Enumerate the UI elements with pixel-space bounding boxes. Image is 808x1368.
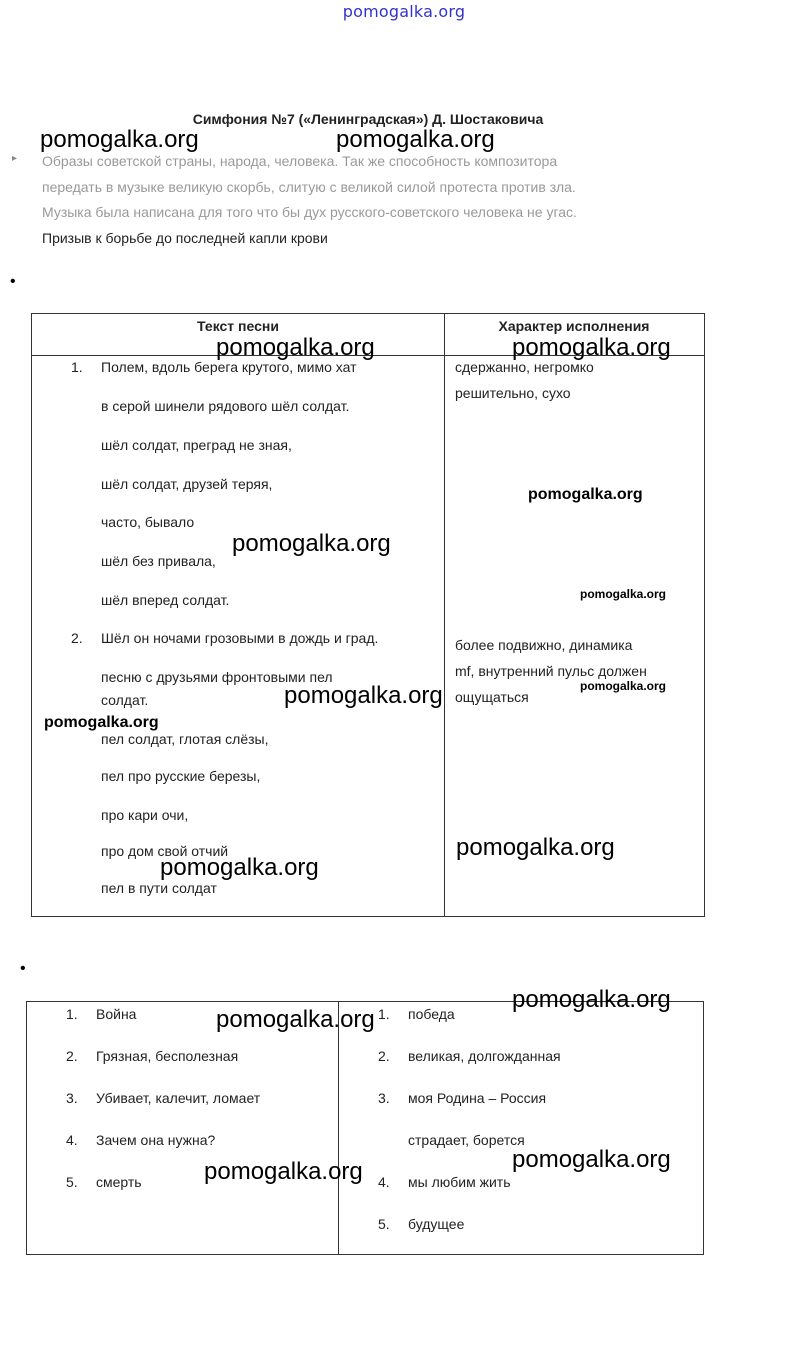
lyric-line: шёл солдат, друзей теряя, [101,476,273,492]
lyric-line: шёл солдат, преград не зная, [101,437,292,453]
lyric-line: про дом свой отчий [101,843,229,859]
performance-note: mf, внутренний пульс должен [455,663,647,679]
performance-note: сдержанно, негромко [455,359,594,375]
associations-table [26,1001,704,1255]
lyric-line: про кари очи, [101,807,189,823]
lyric-line: Шёл он ночами грозовыми в дождь и град. [101,630,379,646]
peace-association: мы любим жить [408,1174,511,1190]
peace-association: великая, долгожданная [408,1048,561,1064]
site-header-link[interactable]: pomogalka.org [342,2,466,21]
table-column-divider [444,313,445,917]
intro-paragraph [42,149,702,251]
item-number: 5. [66,1174,78,1190]
lyric-line: пел про русские березы, [101,768,261,784]
bullet-point: • [20,960,26,977]
performance-note: более подвижно, динамика [455,637,633,653]
peace-association: будущее [408,1216,465,1232]
watermark: pomogalka.org [528,486,643,503]
war-association: Зачем она нужна? [96,1132,216,1148]
bullet-marker: ▸ [12,153,18,164]
performance-note: ощущаться [455,689,529,705]
performance-note: решительно, сухо [455,385,571,401]
item-number: 1. [66,1006,78,1022]
watermark: pomogalka.org [44,714,159,731]
watermark: pomogalka.org [580,587,667,601]
intro-line: Музыка была написана для того что бы дух русского-советского человека не угас. [42,204,577,220]
watermark: pomogalka.org [216,1006,375,1033]
item-number: 4. [66,1132,78,1148]
item-number: 4. [378,1174,390,1190]
lyric-line: песню с друзьями фронтовыми пел [101,669,333,685]
lyric-line: в серой шинели рядового шёл солдат. [101,398,350,414]
war-association: смерть [96,1174,142,1190]
peace-association: моя Родина – Россия [408,1090,547,1106]
intro-line: Образы советской страны, народа, человека. Так же способность композитора [42,153,558,169]
column-header-character: Характер исполнения [498,318,650,334]
watermark: pomogalka.org [284,682,443,709]
item-number: 2. [66,1048,78,1064]
item-number: 5. [378,1216,390,1232]
item-number: 2. [378,1048,390,1064]
item-number: 1. [378,1006,390,1022]
watermark: pomogalka.org [232,530,391,557]
war-association: Грязная, бесполезная [96,1048,239,1064]
item-number: 3. [66,1090,78,1106]
page-title: Симфония №7 («Ленинградская») Д. Шостаковича [192,111,544,127]
war-association: Война [96,1006,137,1022]
watermark: pomogalka.org [580,679,667,693]
intro-last-line: Призыв к борьбе до последней капли крови [42,229,328,246]
watermark: pomogalka.org [160,854,319,881]
column-header-lyrics: Текст песни [197,318,279,334]
watermark: pomogalka.org [204,1158,363,1185]
watermark: pomogalka.org [512,986,671,1013]
lyric-line: Полем, вдоль берега крутого, мимо хат [101,359,357,375]
lyric-line: пел в пути солдат [101,880,217,896]
intro-line: передать в музыке великую скорбь, слитую с великой силой протеста против зла. [42,178,576,195]
watermark: pomogalka.org [512,334,671,361]
watermark: pomogalka.org [216,334,375,361]
watermark: pomogalka.org [512,1146,671,1173]
lyric-line: шёл вперед солдат. [101,592,230,608]
verse-number: 2. [71,630,83,646]
bullet-point: • [10,273,16,290]
peace-association: страдает, борется [408,1132,525,1148]
lyric-line: пел солдат, глотая слёзы, [101,731,269,747]
peace-association: победа [408,1006,455,1022]
table-column-divider [338,1001,339,1255]
watermark: pomogalka.org [336,126,495,153]
lyric-line: солдат. [101,692,149,708]
lyric-line: часто, бывало [101,514,195,530]
item-number: 3. [378,1090,390,1106]
watermark: pomogalka.org [40,126,199,153]
verse-number: 1. [71,359,83,375]
war-association: Убивает, калечит, ломает [96,1090,261,1106]
lyric-line: шёл без привала, [101,553,216,569]
watermark: pomogalka.org [456,834,615,861]
